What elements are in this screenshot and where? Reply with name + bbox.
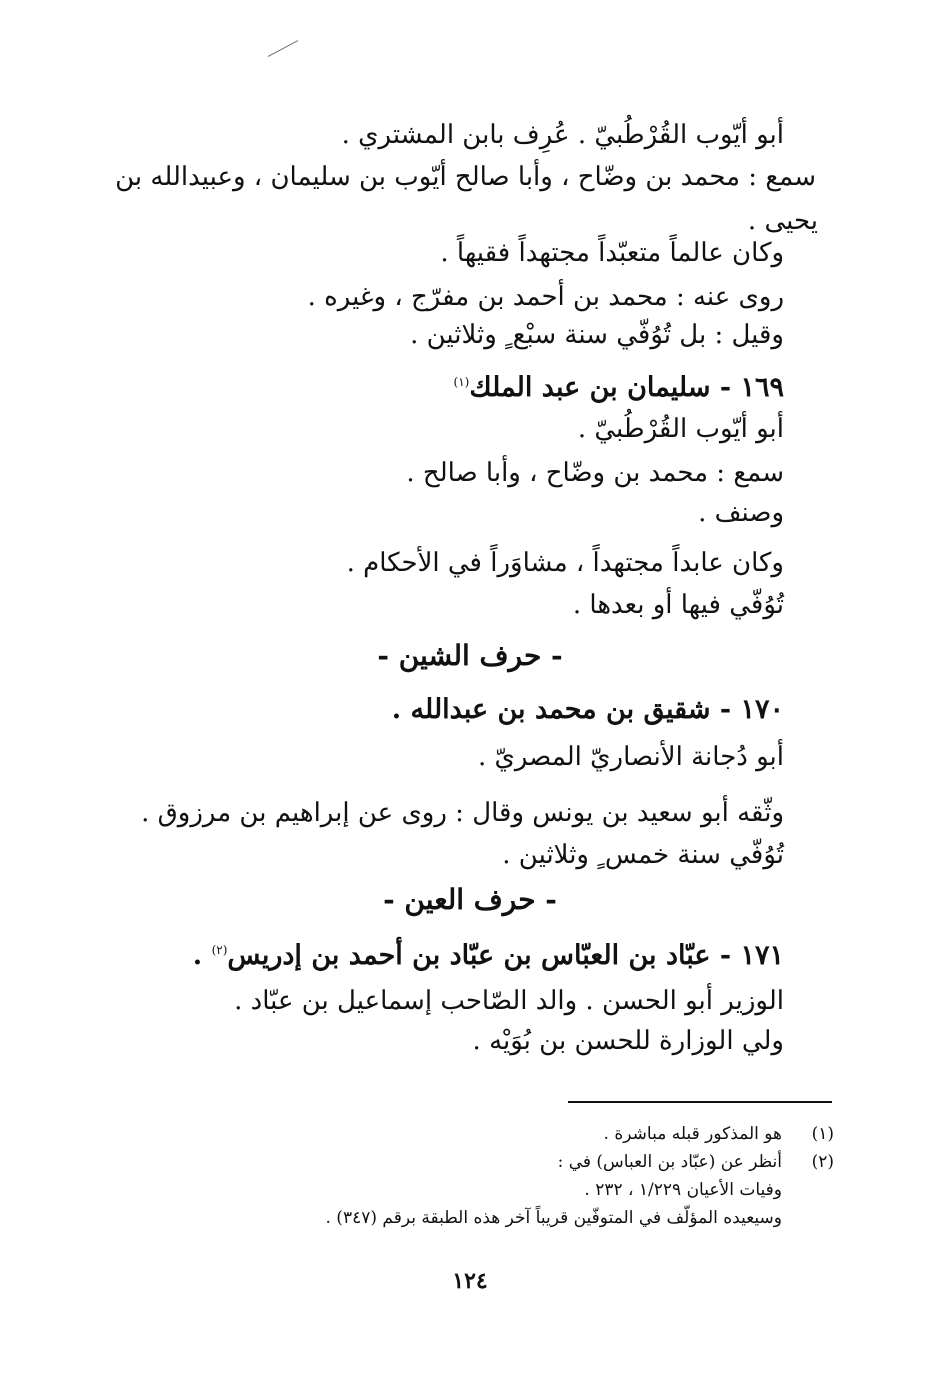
entry-dash: - bbox=[710, 694, 732, 725]
entry-number: ١٧٠ bbox=[740, 694, 784, 725]
scan-pencil-mark bbox=[268, 40, 298, 57]
section-heading-ain: - حرف العين - bbox=[383, 883, 557, 916]
footnote-number: (١) bbox=[811, 1124, 834, 1144]
page-number: ١٢٤ bbox=[452, 1268, 488, 1294]
footnote-text: أنظر عن (عبّاد بن العباس) في : bbox=[557, 1152, 782, 1172]
footnote-ref-1: (١) bbox=[453, 375, 470, 389]
text-line-3: يحيى . bbox=[747, 206, 818, 236]
entry-end-mark: . bbox=[192, 940, 212, 971]
text-line-12: أبو دُجانة الأنصاريّ المصريّ . bbox=[477, 742, 784, 772]
entry-name: عبّاد بن العبّاس بن عبّاد بن أحمد بن إدريس bbox=[227, 940, 711, 971]
entry-number: ١٦٩ bbox=[740, 372, 784, 403]
entry-170-heading bbox=[392, 692, 784, 728]
entry-dash: - bbox=[710, 372, 732, 403]
footnote-1 bbox=[604, 1122, 834, 1147]
text-line-13: وثّقه أبو سعيد بن يونس وقال : روى عن إبراهيم بن مرزوق . bbox=[141, 798, 784, 828]
entry-171-heading bbox=[193, 932, 784, 974]
text-line-10: وكان عابداً مجتهداً ، مشاوَراً في الأحكام . bbox=[346, 548, 784, 578]
footnote-2 bbox=[558, 1150, 834, 1175]
entry-name: شقيق بن محمد بن عبدالله . bbox=[391, 694, 711, 725]
footnote-divider bbox=[568, 1101, 832, 1103]
footnote-2-line-2: وفيات الأعيان ١/٢٢٩ ، ٢٣٢ . bbox=[584, 1180, 782, 1200]
text-line-15: الوزير أبو الحسن . والد الصّاحب إسماعيل بن عبّاد . bbox=[234, 986, 784, 1016]
text-line-7: أبو أيّوب القُرْطُبيّ . bbox=[577, 414, 784, 444]
entry-name: سليمان بن عبد الملك bbox=[469, 372, 711, 403]
text-line-16: ولي الوزارة للحسن بن بُوَيْه . bbox=[472, 1026, 784, 1056]
footnote-text: هو المذكور قبله مباشرة . bbox=[603, 1124, 782, 1144]
footnote-ref-2: (٢) bbox=[211, 943, 228, 957]
text-line-6: وقيل : بل تُوُفّي سنة سبْع ٍ وثلاثين . bbox=[410, 320, 784, 350]
text-line-1: أبو أيّوب القُرْطُبيّ . عُرِف بابن المشتري . bbox=[341, 120, 784, 150]
text-line-5: روى عنه : محمد بن أحمد بن مفرّج ، وغيره . bbox=[307, 282, 784, 312]
section-heading-shin: - حرف الشين - bbox=[377, 639, 563, 672]
footnote-2-line-3: وسيعيده المؤلّف في المتوفّين قريباً آخر هذه الطبقة برقم (٣٤٧) . bbox=[325, 1208, 782, 1228]
entry-169-heading bbox=[454, 364, 784, 406]
entry-number: ١٧١ bbox=[740, 940, 784, 971]
text-line-9: وصنف . bbox=[698, 498, 784, 528]
text-line-14: تُوُفّي سنة خمس ٍ وثلاثين . bbox=[502, 840, 784, 870]
text-line-11: تُوُفّي فيها أو بعدها . bbox=[572, 590, 784, 620]
text-line-2: سمع : محمد بن وضّاح ، وأبا صالح أيّوب بن سليمان ، وعبيدالله بن bbox=[115, 162, 816, 192]
text-line-8: سمع : محمد بن وضّاح ، وأبا صالح . bbox=[406, 458, 784, 488]
text-line-4: وكان عالماً متعبّداً مجتهداً فقيهاً . bbox=[440, 238, 784, 268]
entry-dash: - bbox=[710, 940, 732, 971]
footnote-number: (٢) bbox=[811, 1152, 834, 1172]
